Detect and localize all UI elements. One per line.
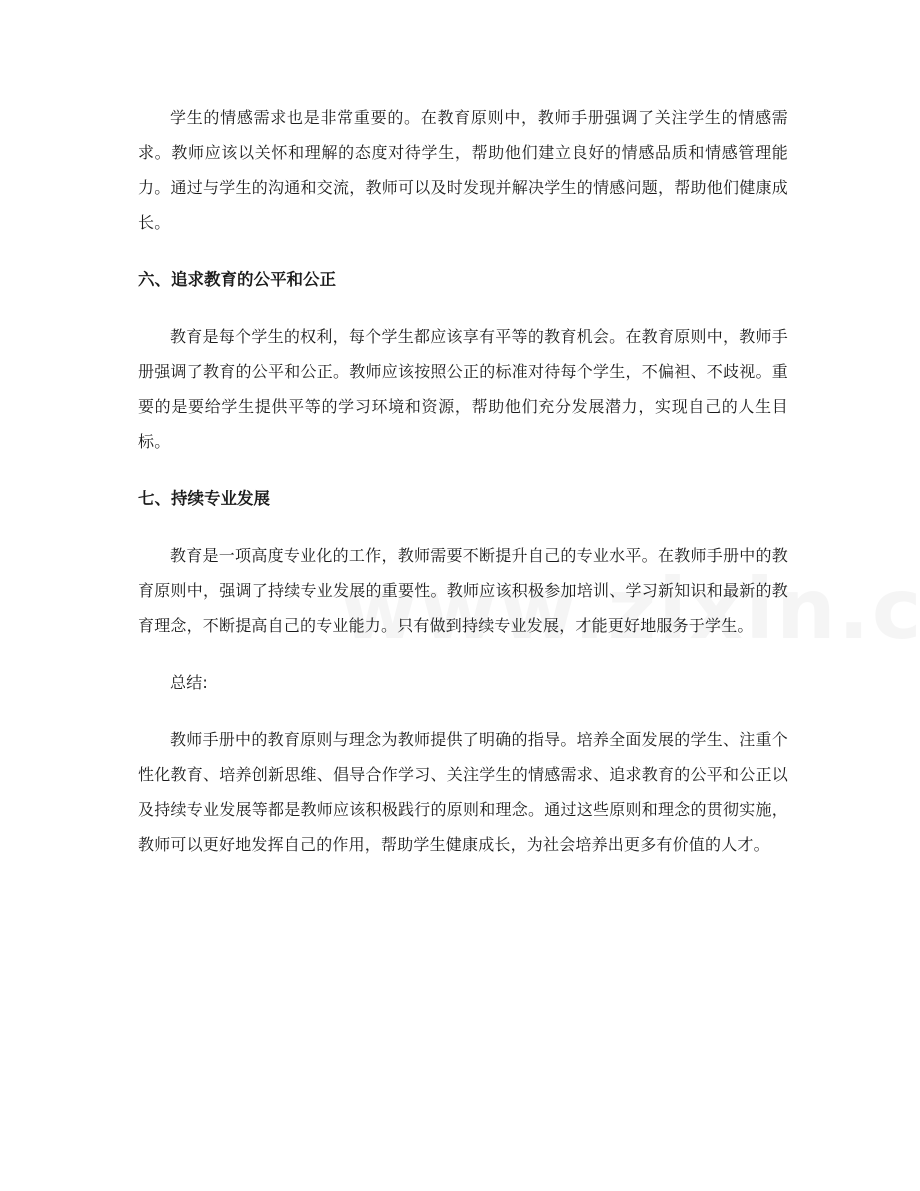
paragraph-emotional-needs: 学生的情感需求也是非常重要的。在教育原则中，教师手册强调了关注学生的情感需求。教师应该以关怀和理解的态度对待学生，帮助他们建立良好的情感品质和情感管理能力。通过与学生的沟通和交流，教师可以及时发现并解决学生的情感问题，帮助他们健康成长。 (138, 108, 788, 232)
section-heading-professional-development: 七、持续专业发展 (138, 489, 270, 508)
paragraph-fairness: 教育是每个学生的权利，每个学生都应该享有平等的教育机会。在教育原则中，教师手册强调了教育的公平和公正。教师应该按照公正的标准对待每个学生，不偏袒、不歧视。重要的是要给学生提供平等的学习环境和资源，帮助他们充分发展潜力，实现自己的人生目标。 (138, 327, 788, 451)
summary-label: 总结: (170, 673, 208, 692)
section-heading-fairness: 六、追求教育的公平和公正 (138, 270, 336, 289)
document-body (138, 100, 788, 862)
paragraph-summary: 教师手册中的教育原则与理念为教师提供了明确的指导。培养全面发展的学生、注重个性化教育、培养创新思维、倡导合作学习、关注学生的情感需求、追求教育的公平和公正以及持续专业发展等都是教师应该积极践行的原则和理念。通过这些原则和理念的贯彻实施，教师可以更好地发挥自己的作用，帮助学生健康成长，为社会培养出更多有价值的人才。 (138, 730, 788, 854)
paragraph-professional-development: 教育是一项高度专业化的工作，教师需要不断提升自己的专业水平。在教师手册中的教育原则中，强调了持续专业发展的重要性。教师应该积极参加培训、学习新知识和最新的教育理念，不断提高自己的专业能力。只有做到持续专业发展，才能更好地服务于学生。 (138, 546, 788, 635)
